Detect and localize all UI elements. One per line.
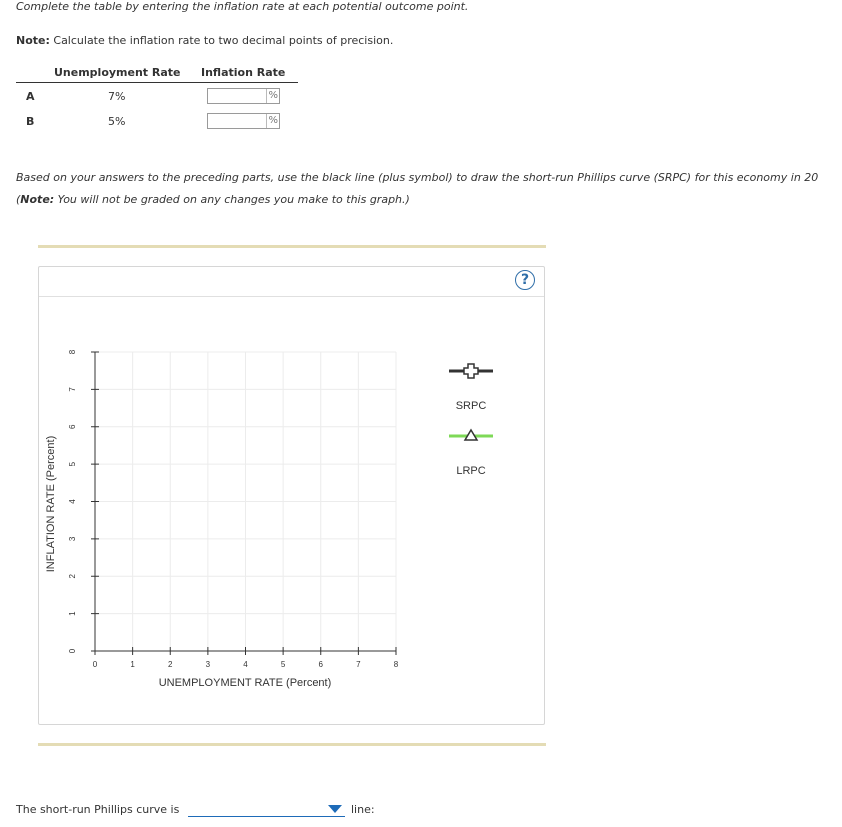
note-label: Note:: [16, 34, 50, 47]
x-tick-label: 4: [243, 660, 248, 669]
y-tick-label: 1: [68, 611, 77, 616]
srpc-slope-dropdown[interactable]: [188, 801, 345, 817]
axes: [91, 352, 396, 655]
intro-text: Complete the table by entering the inflation rate at each potential outcome point.: [16, 0, 469, 13]
note-body: Calculate the inflation rate to two decimal points of precision.: [49, 34, 394, 47]
x-tick-labels: [93, 660, 399, 669]
graph-note-label: Note:: [20, 193, 55, 206]
y-tick-label: 5: [68, 461, 77, 467]
legend-srpc-tool[interactable]: [449, 364, 493, 378]
graph-note-open: (: [16, 193, 21, 206]
question-suffix: line:: [351, 803, 375, 816]
graph-instructions: Based on your answers to the preceding parts, use the black line (plus symbol) to draw the short-run Phillips curve (SRPC) for this economy in 20: [16, 171, 819, 184]
y-axis-label: INFLATION RATE (Percent): [45, 435, 57, 573]
help-icon[interactable]: ?: [515, 270, 535, 290]
y-tick-label: 0: [68, 648, 77, 654]
y-tick-label: 8: [68, 349, 77, 355]
legend-lrpc-label: LRPC: [456, 465, 486, 477]
x-axis-label: UNEMPLOYMENT RATE (Percent): [158, 677, 332, 689]
legend-lrpc-tool[interactable]: [449, 430, 493, 440]
unemployment-value-a: 7%: [108, 90, 126, 103]
y-tick-label: 4: [68, 499, 77, 504]
row-label-a: A: [26, 90, 35, 103]
bottom-divider: [38, 743, 546, 746]
graph-note-body: You will not be graded on any changes you make to this graph.): [54, 193, 410, 206]
y-tick-label: 3: [68, 536, 77, 542]
x-tick-label: 8: [393, 660, 399, 669]
x-tick-label: 5: [280, 660, 286, 669]
header-inflation-rate: Inflation Rate: [201, 66, 286, 79]
y-tick-labels: [68, 349, 77, 653]
x-tick-label: 2: [168, 660, 173, 669]
percent-unit-b: %: [268, 115, 278, 126]
question-prefix: The short-run Phillips curve is: [16, 803, 180, 816]
x-tick-label: 7: [356, 660, 361, 669]
y-tick-label: 7: [68, 387, 77, 392]
legend-srpc-label: SRPC: [455, 400, 487, 412]
header-unemployment-rate: Unemployment Rate: [54, 66, 181, 79]
grid-lines: [95, 352, 396, 651]
x-tick-label: 0: [92, 660, 98, 669]
y-tick-label: 2: [68, 574, 77, 579]
plus-icon: [464, 364, 478, 378]
x-tick-label: 6: [318, 660, 323, 669]
unemployment-value-b: 5%: [108, 115, 126, 128]
percent-unit-a: %: [268, 90, 278, 101]
x-tick-label: 1: [130, 660, 135, 669]
x-tick-label: 3: [205, 660, 211, 669]
chevron-down-icon: [328, 805, 342, 813]
row-label-b: B: [26, 115, 35, 128]
y-tick-label: 6: [68, 424, 77, 429]
